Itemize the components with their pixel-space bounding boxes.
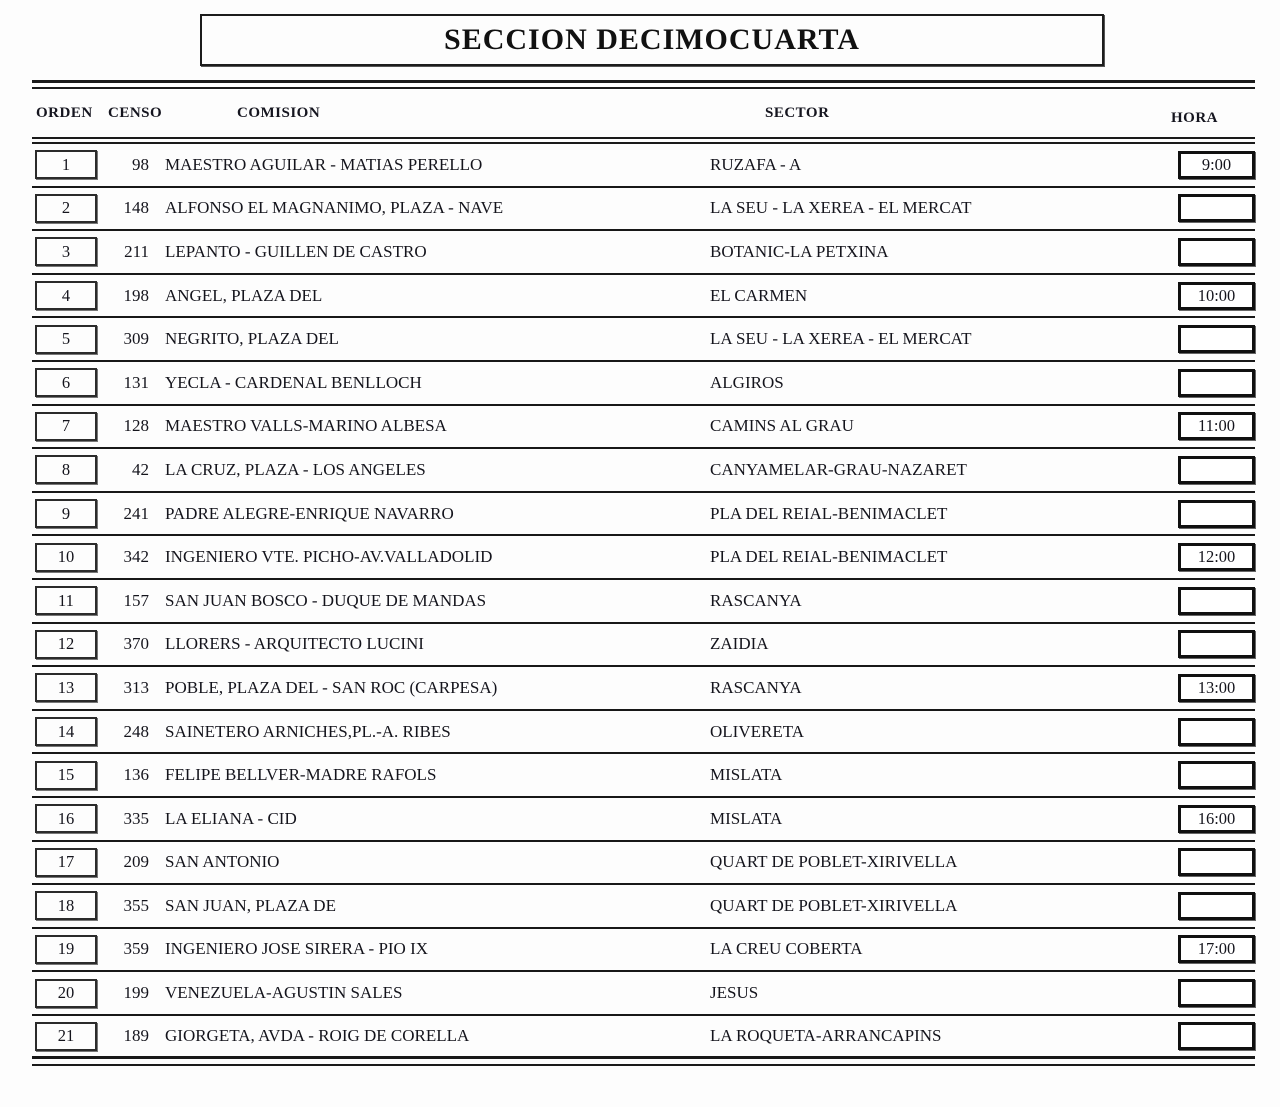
sector-value: QUART DE POBLET-XIRIVELLA <box>710 895 958 915</box>
comision-value: NEGRITO, PLAZA DEL <box>165 329 339 349</box>
orden-value: 1 <box>61 154 71 174</box>
sector-value: BOTANIC-LA PETXINA <box>710 241 889 261</box>
orden-cell <box>35 455 97 484</box>
censo-value: 211 <box>124 241 149 261</box>
section-title-box <box>200 14 1104 66</box>
hora-cell <box>1178 935 1255 963</box>
comision-value: MAESTRO VALLS-MARINO ALBESA <box>165 416 447 436</box>
hora-cell <box>1178 630 1255 658</box>
hora-cell <box>1178 282 1255 310</box>
table-row <box>32 580 1255 624</box>
orden-cell <box>35 150 97 179</box>
orden-cell <box>35 325 97 354</box>
hora-value: 17:00 <box>1197 939 1236 959</box>
hora-cell <box>1178 369 1255 397</box>
orden-value: 6 <box>61 372 71 392</box>
table-row <box>32 144 1255 188</box>
hora-cell <box>1178 500 1255 528</box>
column-header-censo: CENSO <box>108 105 163 121</box>
column-header-comision: COMISION <box>237 105 321 121</box>
orden-cell <box>35 848 97 877</box>
sector-value: PLA DEL REIAL-BENIMACLET <box>710 503 948 523</box>
sector-value: LA SEU - LA XEREA - EL MERCAT <box>710 329 972 349</box>
orden-value: 12 <box>57 634 75 654</box>
hora-cell <box>1178 325 1255 353</box>
orden-value: 3 <box>61 241 71 261</box>
hora-value: 9:00 <box>1201 154 1232 174</box>
schedule-table <box>32 144 1255 1059</box>
table-row <box>32 1016 1255 1060</box>
table-row <box>32 406 1255 450</box>
hora-value: 16:00 <box>1197 808 1236 828</box>
hora-cell <box>1178 456 1255 484</box>
orden-value: 7 <box>61 416 71 436</box>
hora-cell <box>1178 892 1255 920</box>
hora-value: 13:00 <box>1197 677 1236 697</box>
censo-value: 128 <box>123 416 149 436</box>
comision-value: SAN JUAN BOSCO - DUQUE DE MANDAS <box>165 590 487 610</box>
table-row <box>32 754 1255 798</box>
comision-value: SAN ANTONIO <box>165 852 280 872</box>
comision-value: SAINETERO ARNICHES,PL.-A. RIBES <box>165 721 451 741</box>
sector-value: CANYAMELAR-GRAU-NAZARET <box>710 459 967 479</box>
comision-value: LEPANTO - GUILLEN DE CASTRO <box>165 241 427 261</box>
censo-value: 359 <box>123 939 149 959</box>
hora-cell <box>1178 979 1255 1007</box>
table-row <box>32 536 1255 580</box>
orden-cell <box>35 499 97 528</box>
hora-value: 11:00 <box>1198 416 1235 436</box>
orden-cell <box>35 935 97 964</box>
orden-value: 15 <box>57 765 75 785</box>
page-title: SECCION DECIMOCUARTA <box>444 23 860 56</box>
orden-cell <box>35 804 97 833</box>
orden-cell <box>35 979 97 1008</box>
orden-value: 13 <box>57 677 75 697</box>
hora-cell <box>1178 238 1255 266</box>
table-row <box>32 275 1255 319</box>
table-row <box>32 624 1255 668</box>
table-row <box>32 231 1255 275</box>
table-row <box>32 711 1255 755</box>
hora-cell <box>1178 151 1255 179</box>
hora-cell <box>1178 587 1255 615</box>
comision-value: FELIPE BELLVER-MADRE RAFOLS <box>165 765 437 785</box>
orden-cell <box>35 717 97 746</box>
column-header-hora: HORA <box>1171 110 1218 126</box>
table-row <box>32 493 1255 537</box>
comision-value: MAESTRO AGUILAR - MATIAS PERELLO <box>165 154 483 174</box>
orden-cell <box>35 237 97 266</box>
comision-value: POBLE, PLAZA DEL - SAN ROC (CARPESA) <box>165 677 498 697</box>
sector-value: PLA DEL REIAL-BENIMACLET <box>710 547 948 567</box>
orden-cell <box>35 281 97 310</box>
top-double-rule-thick <box>32 80 1255 83</box>
table-row <box>32 188 1255 232</box>
comision-value: LLORERS - ARQUITECTO LUCINI <box>165 634 424 654</box>
censo-value: 248 <box>123 721 149 741</box>
orden-value: 19 <box>57 939 75 959</box>
comision-value: VENEZUELA-AGUSTIN SALES <box>165 983 403 1003</box>
sector-value: CAMINS AL GRAU <box>710 416 854 436</box>
comision-value: ANGEL, PLAZA DEL <box>165 285 323 305</box>
orden-cell <box>35 543 97 572</box>
sector-value: QUART DE POBLET-XIRIVELLA <box>710 852 958 872</box>
sector-value: LA ROQUETA-ARRANCAPINS <box>710 1026 942 1046</box>
orden-value: 5 <box>61 329 71 349</box>
censo-value: 131 <box>123 372 149 392</box>
bottom-double-rule-thin <box>32 1064 1255 1066</box>
orden-value: 11 <box>58 590 74 610</box>
orden-value: 4 <box>61 285 71 305</box>
censo-value: 355 <box>123 895 149 915</box>
orden-cell <box>35 761 97 790</box>
comision-value: YECLA - CARDENAL BENLLOCH <box>165 372 422 392</box>
hora-value: 12:00 <box>1197 547 1236 567</box>
censo-value: 42 <box>132 459 149 479</box>
sector-value: ALGIROS <box>710 372 784 392</box>
comision-value: LA ELIANA - CID <box>165 808 297 828</box>
hora-cell <box>1178 761 1255 789</box>
orden-value: 2 <box>61 198 71 218</box>
orden-value: 14 <box>57 721 75 741</box>
censo-value: 148 <box>123 198 149 218</box>
comision-value: INGENIERO JOSE SIRERA - PIO IX <box>165 939 429 959</box>
hora-value: 10:00 <box>1197 285 1236 305</box>
column-header-sector: SECTOR <box>765 105 830 121</box>
hora-cell <box>1178 194 1255 222</box>
hora-cell <box>1178 805 1255 833</box>
comision-value: LA CRUZ, PLAZA - LOS ANGELES <box>165 459 426 479</box>
censo-value: 313 <box>123 677 149 697</box>
sector-value: MISLATA <box>710 808 783 828</box>
sector-value: RASCANYA <box>710 677 802 697</box>
censo-value: 157 <box>123 590 149 610</box>
table-row <box>32 362 1255 406</box>
header-double-rule-1 <box>32 137 1255 139</box>
table-row <box>32 842 1255 886</box>
orden-value: 20 <box>57 983 75 1003</box>
censo-value: 189 <box>123 1026 149 1046</box>
orden-cell <box>35 194 97 223</box>
orden-cell <box>35 368 97 397</box>
orden-value: 18 <box>57 895 75 915</box>
comision-value: ALFONSO EL MAGNANIMO, PLAZA - NAVE <box>165 198 504 218</box>
censo-value: 241 <box>123 503 149 523</box>
orden-value: 17 <box>57 852 75 872</box>
hora-cell <box>1178 543 1255 571</box>
censo-value: 98 <box>132 154 149 174</box>
hora-cell <box>1178 412 1255 440</box>
sector-value: RASCANYA <box>710 590 802 610</box>
sector-value: RUZAFA - A <box>710 154 802 174</box>
orden-value: 21 <box>57 1026 75 1046</box>
sector-value: MISLATA <box>710 765 783 785</box>
table-row <box>32 449 1255 493</box>
censo-value: 136 <box>123 765 149 785</box>
table-row <box>32 885 1255 929</box>
table-row <box>32 929 1255 973</box>
comision-value: PADRE ALEGRE-ENRIQUE NAVARRO <box>165 503 454 523</box>
hora-cell <box>1178 848 1255 876</box>
table-row <box>32 972 1255 1016</box>
column-header-orden: ORDEN <box>36 105 93 121</box>
censo-value: 209 <box>123 852 149 872</box>
orden-cell <box>35 630 97 659</box>
orden-cell <box>35 673 97 702</box>
table-row <box>32 798 1255 842</box>
censo-value: 198 <box>123 285 149 305</box>
censo-value: 309 <box>123 329 149 349</box>
top-double-rule-thin <box>32 87 1255 89</box>
sector-value: JESUS <box>710 983 759 1003</box>
comision-value: GIORGETA, AVDA - ROIG DE CORELLA <box>165 1026 470 1046</box>
table-row <box>32 667 1255 711</box>
orden-value: 9 <box>61 503 71 523</box>
sector-value: LA SEU - LA XEREA - EL MERCAT <box>710 198 972 218</box>
sector-value: ZAIDIA <box>710 634 769 654</box>
comision-value: SAN JUAN, PLAZA DE <box>165 895 336 915</box>
orden-value: 10 <box>57 547 75 567</box>
hora-cell <box>1178 718 1255 746</box>
table-row <box>32 318 1255 362</box>
comision-value: INGENIERO VTE. PICHO-AV.VALLADOLID <box>165 547 493 567</box>
orden-cell <box>35 891 97 920</box>
orden-value: 8 <box>61 459 71 479</box>
censo-value: 342 <box>123 547 149 567</box>
hora-cell <box>1178 674 1255 702</box>
sector-value: LA CREU COBERTA <box>710 939 863 959</box>
orden-cell <box>35 1022 97 1051</box>
censo-value: 199 <box>123 983 149 1003</box>
orden-cell <box>35 412 97 441</box>
sector-value: EL CARMEN <box>710 285 808 305</box>
hora-cell <box>1178 1022 1255 1050</box>
censo-value: 335 <box>123 808 149 828</box>
sector-value: OLIVERETA <box>710 721 805 741</box>
orden-cell <box>35 586 97 615</box>
orden-value: 16 <box>57 808 75 828</box>
censo-value: 370 <box>123 634 149 654</box>
